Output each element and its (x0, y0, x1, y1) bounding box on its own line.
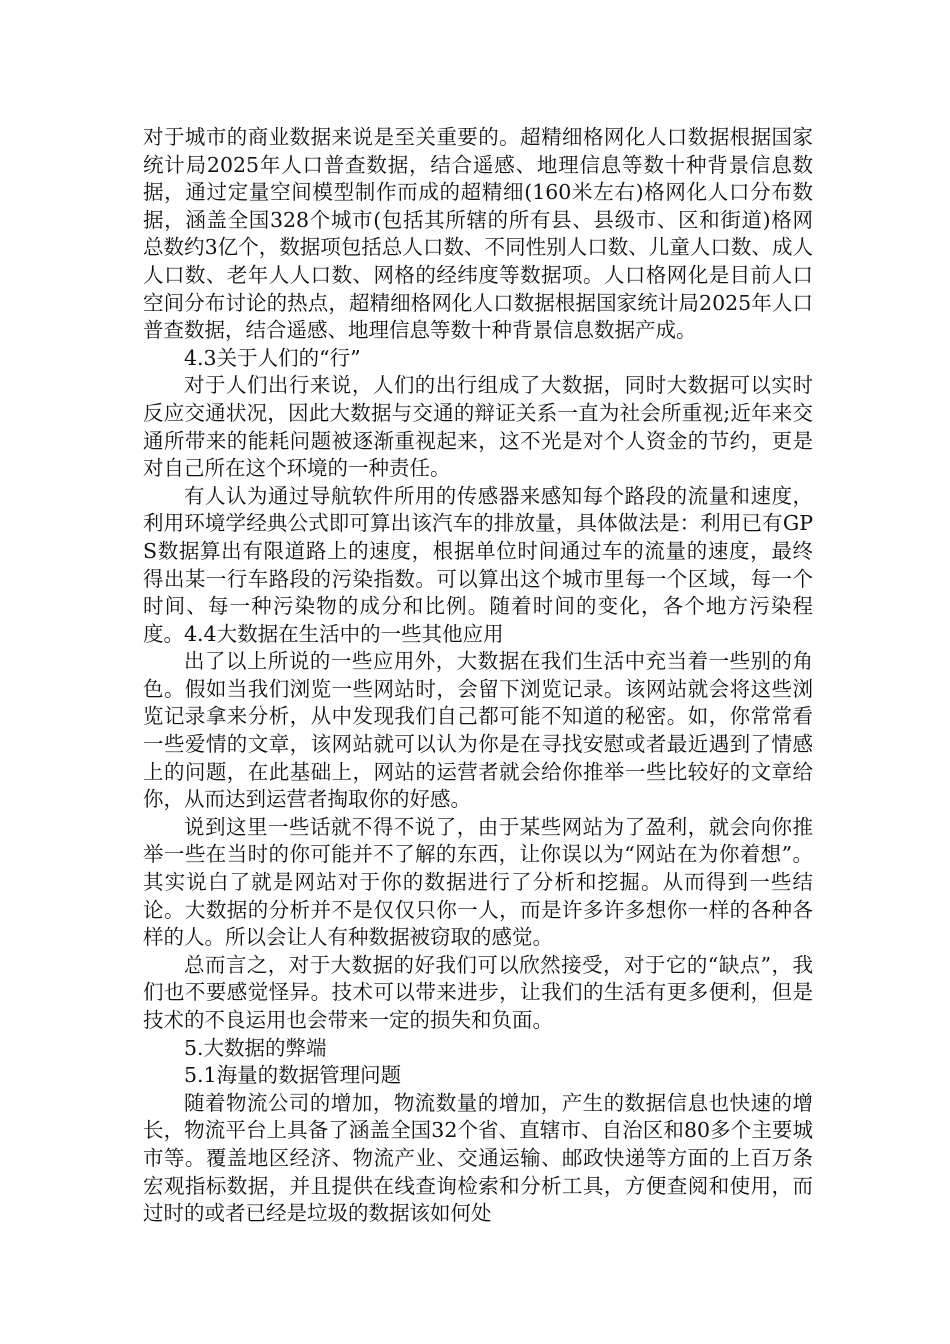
paragraph-logistics-data: 随着物流公司的增加，物流数量的增加，产生的数据信息也快速的增长，物流平台上具备了涵盖全国32个省、直辖市、自治区和80多个主要城市等。覆盖地区经济、物流产业、交通运输、邮政快递等方面的上百万条宏观指标数据，并且提供在线查询检索和分析工具，方便查阅和使用，而过时的或者已经是垃圾的数据该如何处 (143, 1090, 813, 1226)
paragraph-summary: 总而言之，对于大数据的好我们可以欣然接受，对于它的“缺点”，我们也不要感觉怪异。技术可以带来进步，让我们的生活有更多便利，但是技术的不良运用也会带来一定的损失和负面。 (143, 952, 813, 1032)
paragraph-travel-big-data: 对于人们出行来说，人们的出行组成了大数据，同时大数据可以实时反应交通状况，因此大数据与交通的辩证关系一直为社会所重视;近年来交通所带来的能耗问题被逐渐重视起来，这不光是对个人资金的节约，更是对自己所在这个环境的一种责任。 (143, 373, 813, 481)
paragraph-urban-commercial-data: 对于城市的商业数据来说是至关重要的。超精细格网化人口数据根据国家统计局2025年人口普查数据，结合遥感、地理信息等数十种背景信息数据，通过定量空间模型制作而成的超精细(160米左右)格网化人口分布数据，涵盖全国328个城市(包括其所辖的所有县、县级市、区和街道)格网总数约3亿个，数据项包括总人口数、不同性别人口数、儿童人口数、成人人口数、老年人人口数、网格的经纬度等数据项。人口格网化是目前人口空间分布讨论的热点，超精细格网化人口数据根据国家统计局2025年人口普查数据，结合遥感、地理信息等数十种背景信息数据产成。 (143, 125, 813, 343)
section-heading-5-1: 5.1海量的数据管理问题 (184, 1063, 402, 1088)
section-heading-4-3: 4.3关于人们的“行” (184, 345, 361, 370)
paragraph-navigation-sensors: 有人认为通过导航软件所用的传感器来感知每个路段的流量和速度，利用环境学经典公式即可算出该汽车的排放量，具体做法是：利用已有GPS数据算出有限道路上的速度，根据单位时间通过车的流量的速度，最终得出某一行车路段的污染指数。可以算出这个城市里每一个区域，每一个时间、每一种污染物的成分和比例。随着时间的变化，各个地方污染程度。4.4大数据在生活中的一些其他应用 (143, 483, 813, 646)
paragraph-browsing-records: 出了以上所说的一些应用外，大数据在我们生活中充当着一些别的角色。假如当我们浏览一些网站时，会留下浏览记录。该网站就会将这些浏览记录拿来分析，从中发现我们自己都可能不知道的秘密。如，你常常看一些爱情的文章，该网站就可以认为你是在寻找安慰或者最近遇到了情感上的问题，在此基础上，网站的运营者就会给你推举一些比较好的文章给你，从而达到运营者掏取你的好感。 (143, 649, 813, 812)
section-heading-5: 5.大数据的弊端 (184, 1035, 327, 1060)
paragraph-website-profit: 说到这里一些话就不得不说了，由于某些网站为了盈利，就会向你推举一些在当时的你可能并不了解的东西，让你误以为“网站在为你着想”。其实说白了就是网站对于你的数据进行了分析和挖掘。从而得到一些结论。大数据的分析并不是仅仅只你一人，而是许多许多想你一样的各种各样的人。所以会让人有种数据被窃取的感觉。 (143, 814, 813, 950)
document-body (143, 124, 813, 1228)
